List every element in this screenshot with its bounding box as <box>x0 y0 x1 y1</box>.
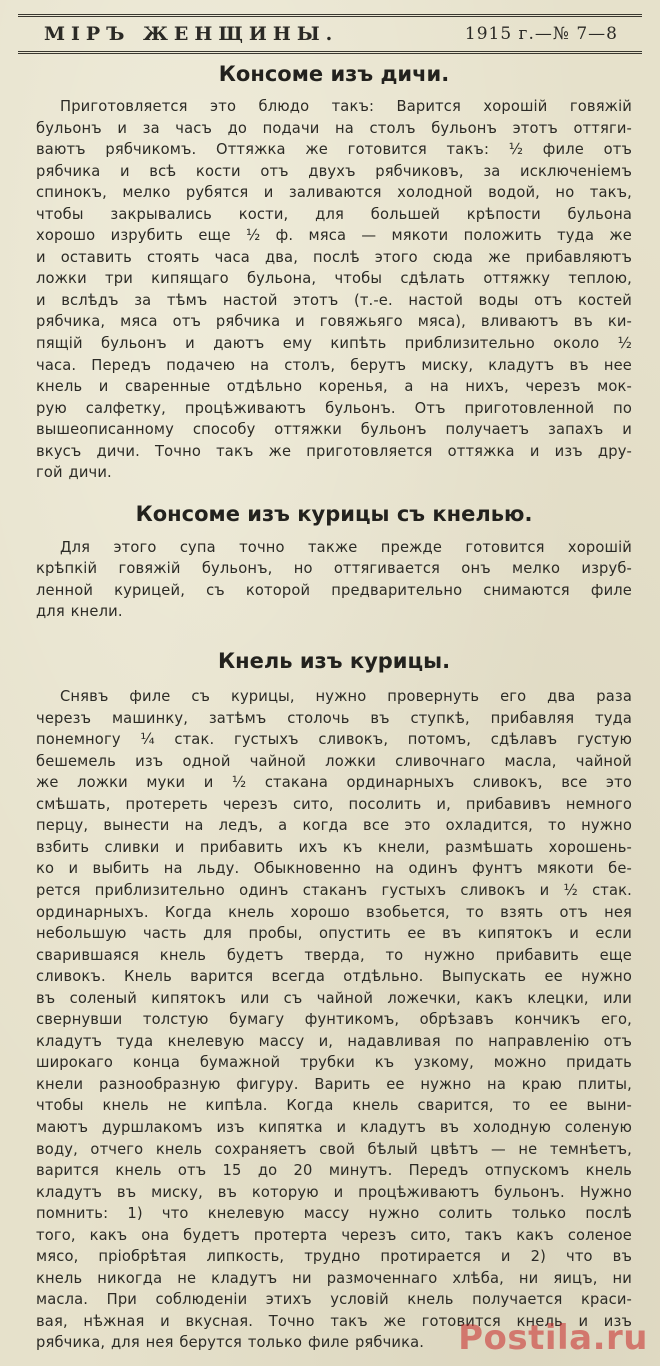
text-line: маютъ дуршлакомъ изъ кипятка и кладутъ въ холодную соленую <box>36 1118 632 1136</box>
masthead <box>18 14 642 54</box>
text-line: хорошо изрубить еще ½ ф. мяса — мякоти положить туда же <box>36 227 632 245</box>
text-line: ординарныхъ. Когда кнель хорошо взобьется, то взять отъ нея <box>36 903 632 921</box>
text-line: кнель и сваренные отдѣльно коренья, а на нихъ, черезъ мок- <box>36 378 632 396</box>
text-line: помнить: 1) что кнелевую массу нужно солить только послѣ <box>36 1205 632 1223</box>
text-line: широкаго конца бумажной трубки къ узкому, можно придать <box>36 1054 632 1072</box>
text-line: кладутъ въ миску, въ которую и процѣживаютъ бульонъ. Нужно <box>36 1183 632 1201</box>
text-line: смѣшать, протереть черезъ сито, посолить и, прибавивъ немного <box>36 795 632 813</box>
text-line: спинокъ, мелко рубятся и заливаются холодной водой, но такъ, <box>36 184 632 202</box>
text-line: рется приблизительно одинъ стаканъ густыхъ сливокъ и ½ стак. <box>36 881 632 899</box>
text-line: для кнели. <box>36 603 123 621</box>
text-line: масла. При соблюденіи этихъ условій кнель получается краси- <box>36 1291 632 1309</box>
text-line: Снявъ филе съ курицы, нужно провернуть его два раза <box>60 688 632 706</box>
text-line: вая, нѣжная и вкусная. Точно такъ же готовится кнель и изъ <box>36 1312 632 1330</box>
watermark-logo: Postila.ru <box>458 1318 648 1358</box>
text-line: вкусъ дичи. Точно такъ же приготовляется оттяжка и изъ дру- <box>36 442 632 460</box>
text-line: бешемель изъ одной чайной ложки сливочнаго масла, чайной <box>36 752 632 770</box>
text-line: гой дичи. <box>36 464 112 482</box>
text-line: свернувши толстую бумагу фунтикомъ, обрѣзавъ кончикъ его, <box>36 1011 632 1029</box>
text-line: кнели разнообразную фигуру. Варить ее нужно на краю плиты, <box>36 1075 632 1093</box>
text-line: ваютъ рябчикомъ. Оттяжка же готовится такъ: ½ филе отъ <box>36 141 632 159</box>
text-line: ложки три кипящаго бульона, чтобы сдѣлать оттяжку теплою, <box>36 270 632 288</box>
section-title-game-consomme: Консоме изъ дичи. <box>218 62 450 86</box>
text-line: рябчика и всѣ кости отъ двухъ рябчиковъ, за исключеніемъ <box>36 162 632 180</box>
text-line: взбить сливки и прибавить ихъ къ кнели, размѣшать хорошень- <box>36 838 632 856</box>
text-line: воду, отчего кнель сохраняетъ свой бѣлый цвѣтъ — не темнѣетъ, <box>36 1140 632 1158</box>
text-line: рую салфетку, процѣживаютъ бульонъ. Отъ приготовленной по <box>36 399 632 417</box>
text-line: вышеописанному способу оттяжки бульонъ получаетъ запахъ и <box>36 421 632 439</box>
text-line: часа. Передъ подачею на столъ, берутъ миску, кладутъ въ нее <box>36 356 632 374</box>
text-line: чтобы закрывались кости, для большей крѣпости бульона <box>36 205 632 223</box>
text-line: рябчика, мяса отъ рябчика и говяжьяго мяса), вливаютъ въ ки- <box>36 313 632 331</box>
text-line: того, какъ она будетъ протерта черезъ сито, такъ какъ соленое <box>36 1226 632 1244</box>
text-line: сливокъ. Кнель варится всегда отдѣльно. Выпускать ее нужно <box>36 968 632 986</box>
text-line: кладутъ туда кнелевую массу и, надавливая по направленію отъ <box>36 1032 632 1050</box>
text-line: въ соленый кипятокъ или съ чайной ложечки, какъ клецки, или <box>36 989 632 1007</box>
section-body-game-consomme <box>36 96 632 484</box>
issue-number: 1915 г.—№ 7—8 <box>464 24 618 44</box>
text-line: Для этого супа точно также прежде готовится хорошій <box>60 538 632 556</box>
magazine-title: МІРЪ ЖЕНЩИНЫ. <box>44 23 339 45</box>
section-title-chicken-quenelle: Кнель изъ курицы. <box>217 649 451 674</box>
text-line: рябчика, для нея берутся только филе рябчика. <box>36 1334 425 1352</box>
text-line: кнель никогда не кладутъ ни размоченнаго хлѣба, ни яицъ, ни <box>36 1269 632 1287</box>
text-line: черезъ машинку, затѣмъ столочь въ ступкѣ, прибавляя туда <box>36 709 632 727</box>
section-body-chicken-quenelle <box>36 686 632 1354</box>
text-line: перцу, вынести на ледъ, а когда все это охладится, то нужно <box>36 817 632 835</box>
text-line: и вслѣдъ за тѣмъ настой этотъ (т.-е. настой воды отъ костей <box>36 291 632 309</box>
text-line: небольшую часть для пробы, опустить ее въ кипятокъ и если <box>36 925 632 943</box>
text-line: чтобы кнель не кипѣла. Когда кнель сварится, то ее выни- <box>36 1097 632 1115</box>
text-line: крѣпкій говяжій бульонъ, но оттягивается онъ мелко изруб- <box>36 560 632 578</box>
text-line: понемногу ¼ стак. густыхъ сливокъ, потомъ, сдѣлавъ густую <box>36 731 632 749</box>
text-line: бульонъ и за часъ до подачи на столъ бульонъ этотъ оттяги- <box>36 119 632 137</box>
text-line: мясо, пріобрѣтая липкость, трудно протирается и 2) что въ <box>36 1248 632 1266</box>
section-title-chicken-consomme: Консоме изъ курицы съ кнелью. <box>135 501 533 526</box>
text-line: варится кнель отъ 15 до 20 минутъ. Передъ отпускомъ кнель <box>36 1162 632 1180</box>
text-line: сварившаяся кнель будетъ тверда, то нужно прибавить еще <box>36 946 632 964</box>
text-line: ко и выбить на льду. Обыкновенно на одинъ фунтъ мякоти бе- <box>36 860 632 878</box>
article-content <box>36 52 632 1354</box>
text-line: же ложки муки и ½ стакана ординарныхъ сливокъ, все это <box>36 774 632 792</box>
text-line: пящій бульонъ и даютъ ему кипѣть приблизительно около ½ <box>36 335 632 353</box>
text-line: и оставить стоять часа два, послѣ этого сюда же прибавляютъ <box>36 248 632 266</box>
text-line: ленной курицей, съ которой предварительно снимаются филе <box>36 581 632 599</box>
text-line: Приготовляется это блюдо такъ: Варится хорошій говяжій <box>60 98 632 115</box>
section-body-chicken-consomme <box>36 537 632 623</box>
